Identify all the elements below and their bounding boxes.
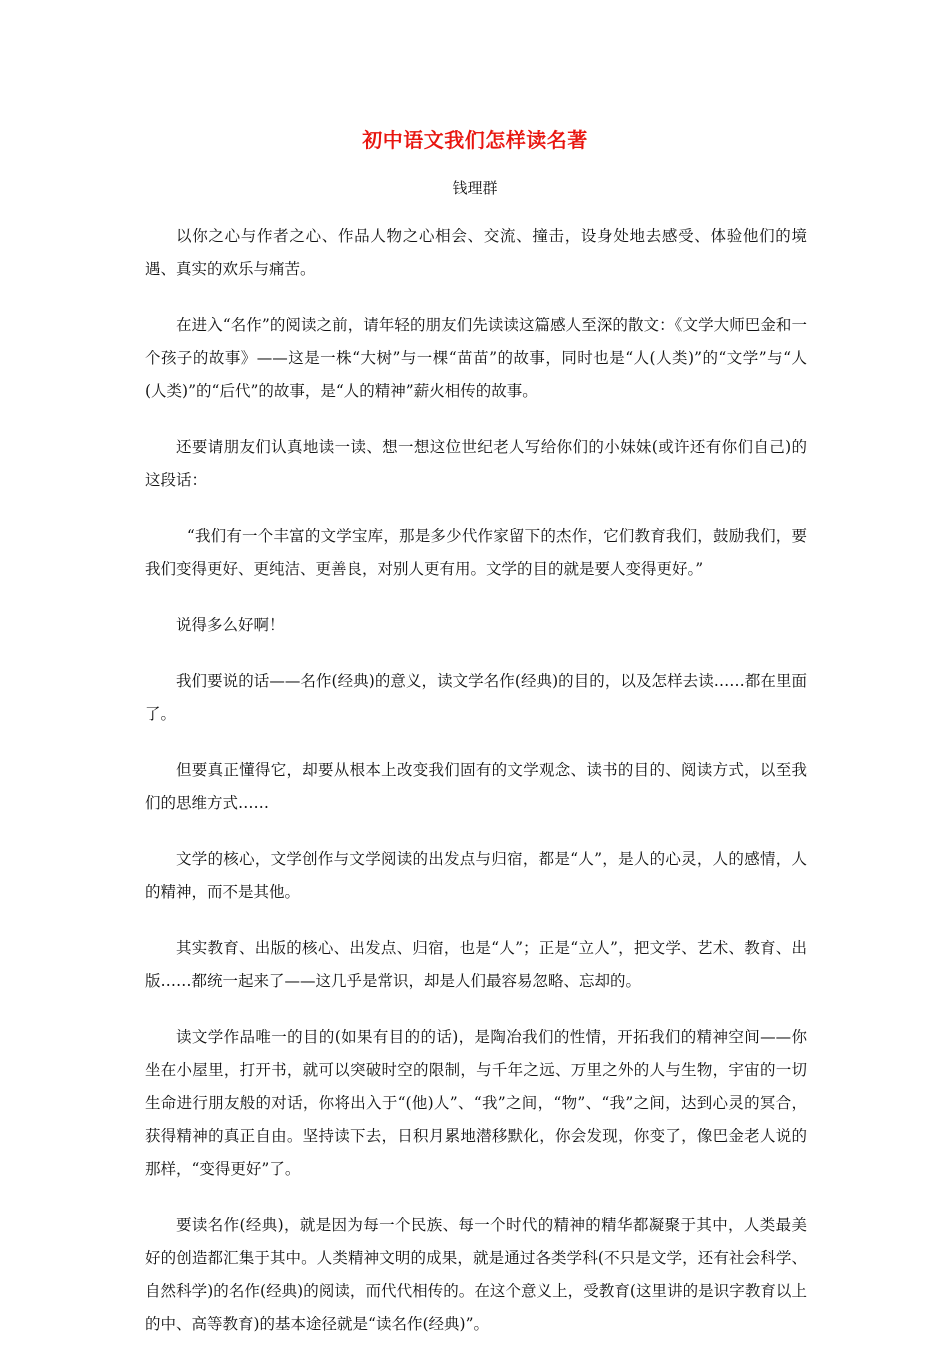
document-author: 钱理群 bbox=[452, 179, 498, 197]
paragraph-6: 我们要说的话——名作(经典)的意义，读文学名作(经典)的目的，以及怎样去读……都在里面了。 bbox=[145, 672, 807, 723]
paragraph-1: 以你之心与作者之心、作品人物之心相会、交流、撞击，设身处地去感受、体验他们的境遇、真实的欢乐与痛苦。 bbox=[145, 227, 807, 278]
paragraph-11: 要读名作(经典)，就是因为每一个民族、每一个时代的精神的精华都凝聚于其中，人类最美好的创造都汇集于其中。人类精神文明的成果，就是通过各类学科(不只是文学，还有社会科学、自然科学)的名作(经典)的阅读，而代代相传的。在这个意义上，受教育(这里讲的是识字教育以上的中、高等教育)的基本途径就是“读名作(经典)”。 bbox=[145, 1216, 807, 1333]
paragraph-4-quote: “我们有一个丰富的文学宝库，那是多少代作家留下的杰作，它们教育我们，鼓励我们，要我们变得更好、更纯洁、更善良，对别人更有用。文学的目的就是要人变得更好。” bbox=[145, 527, 807, 578]
paragraph-2: 在进入“名作”的阅读之前，请年轻的朋友们先读读这篇感人至深的散文：《文学大师巴金和一个孩子的故事》——这是一株“大树”与一棵“苗苗”的故事，同时也是“人(人类)”的“文学”与“人(人类)”的“后代”的故事，是“人的精神”薪火相传的故事。 bbox=[145, 316, 807, 400]
paragraph-5: 说得多么好啊！ bbox=[176, 616, 285, 634]
paragraph-10: 读文学作品唯一的目的(如果有目的的话)，是陶冶我们的性情，开拓我们的精神空间——你坐在小屋里，打开书，就可以突破时空的限制，与千年之远、万里之外的人与生物，宇宙的一切生命进行朋友般的对话，你将出入于“(他)人”、“我”之间，“物”、“我”之间，达到心灵的冥合，获得精神的真正自由。坚持读下去，日积月累地潜移默化，你会发现，你变了，像巴金老人说的那样，“变得更好”了。 bbox=[145, 1028, 807, 1178]
paragraph-9: 其实教育、出版的核心、出发点、归宿，也是“人”；正是“立人”，把文学、艺术、教育、出版……都统一起来了——这几乎是常识，却是人们最容易忽略、忘却的。 bbox=[145, 939, 807, 990]
paragraph-3: 还要请朋友们认真地读一读、想一想这位世纪老人写给你们的小妹妹(或许还有你们自己)的这段话： bbox=[145, 438, 807, 489]
document-title: 初中语文我们怎样读名著 bbox=[362, 128, 588, 152]
paragraph-7: 但要真正懂得它，却要从根本上改变我们固有的文学观念、读书的目的、阅读方式，以至我们的思维方式…… bbox=[145, 761, 807, 812]
paragraph-8: 文学的核心，文学创作与文学阅读的出发点与归宿，都是“人”，是人的心灵，人的感情，人的精神，而不是其他。 bbox=[145, 850, 807, 901]
document-body bbox=[145, 220, 807, 1364]
